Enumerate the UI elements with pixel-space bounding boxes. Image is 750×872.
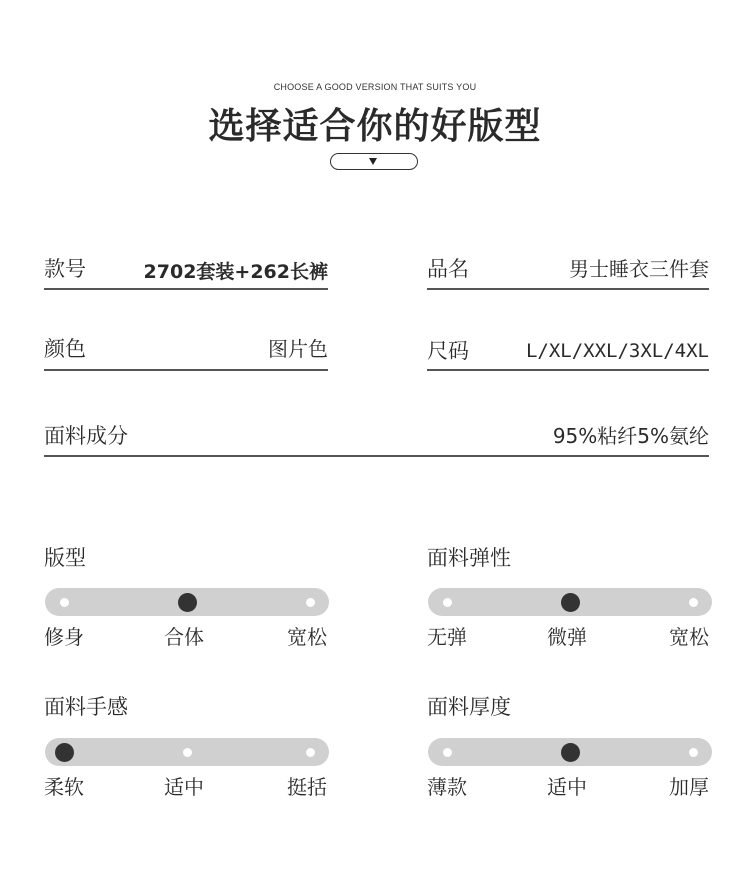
triangle-down-icon [369,158,377,165]
fit-rating-slider[interactable] [45,588,329,616]
color-label: 颜色 [44,337,86,361]
size-value: L/XL/XXL/3XL/4XL [525,340,709,362]
fit-option-1: 修身 [44,625,84,649]
color-value: 图片色 [268,337,328,361]
product-name-label: 品名 [427,257,469,281]
elasticity-option-3: 宽松 [669,625,709,649]
feel-option-3: 挺括 [287,775,327,799]
thickness-option-1: 薄款 [427,775,467,799]
fit-title: 版型 [44,546,86,570]
elasticity-rating-dot[interactable] [561,593,580,612]
feel-option-2: 适中 [164,775,204,799]
thickness-rating-slider[interactable] [428,738,712,766]
model-no-underline [44,288,328,290]
thickness-title: 面料厚度 [427,695,511,719]
fit-option-3: 宽松 [287,625,327,649]
feel-rating-dot[interactable] [306,748,315,757]
fabric-underline [44,455,709,457]
feel-rating-dot[interactable] [55,743,74,762]
feel-rating-slider[interactable] [45,738,329,766]
color-underline [44,369,328,371]
elasticity-title: 面料弹性 [427,546,511,570]
thickness-rating-dot[interactable] [689,748,698,757]
thickness-option-2: 适中 [547,775,587,799]
fit-rating-dot[interactable] [306,598,315,607]
header-subtitle: CHOOSE A GOOD VERSION THAT SUITS YOU [273,82,477,92]
page-title: 选择适合你的好版型 [208,106,542,147]
elasticity-option-1: 无弹 [427,625,467,649]
product-name-underline [427,288,709,290]
fit-rating-dot[interactable] [60,598,69,607]
thickness-option-3: 加厚 [669,775,709,799]
thickness-rating-dot[interactable] [443,748,452,757]
size-underline [427,369,709,371]
elasticity-rating-dot[interactable] [689,598,698,607]
feel-title: 面料手感 [44,695,128,719]
feel-option-1: 柔软 [44,775,84,799]
model-no-value: 2702套装+262长裤 [143,261,328,283]
elasticity-rating-slider[interactable] [428,588,712,616]
fit-rating-dot[interactable] [178,593,197,612]
fit-option-2: 合体 [164,625,204,649]
expand-toggle[interactable] [330,153,418,170]
thickness-rating-dot[interactable] [561,743,580,762]
product-name-value: 男士睡衣三件套 [569,257,709,281]
fabric-value: 95%粘纤5%氨纶 [552,424,709,448]
model-no-label: 款号 [44,257,86,281]
fabric-label: 面料成分 [44,424,128,448]
elasticity-rating-dot[interactable] [443,598,452,607]
size-label: 尺码 [427,339,469,363]
elasticity-option-2: 微弹 [547,625,587,649]
feel-rating-dot[interactable] [183,748,192,757]
